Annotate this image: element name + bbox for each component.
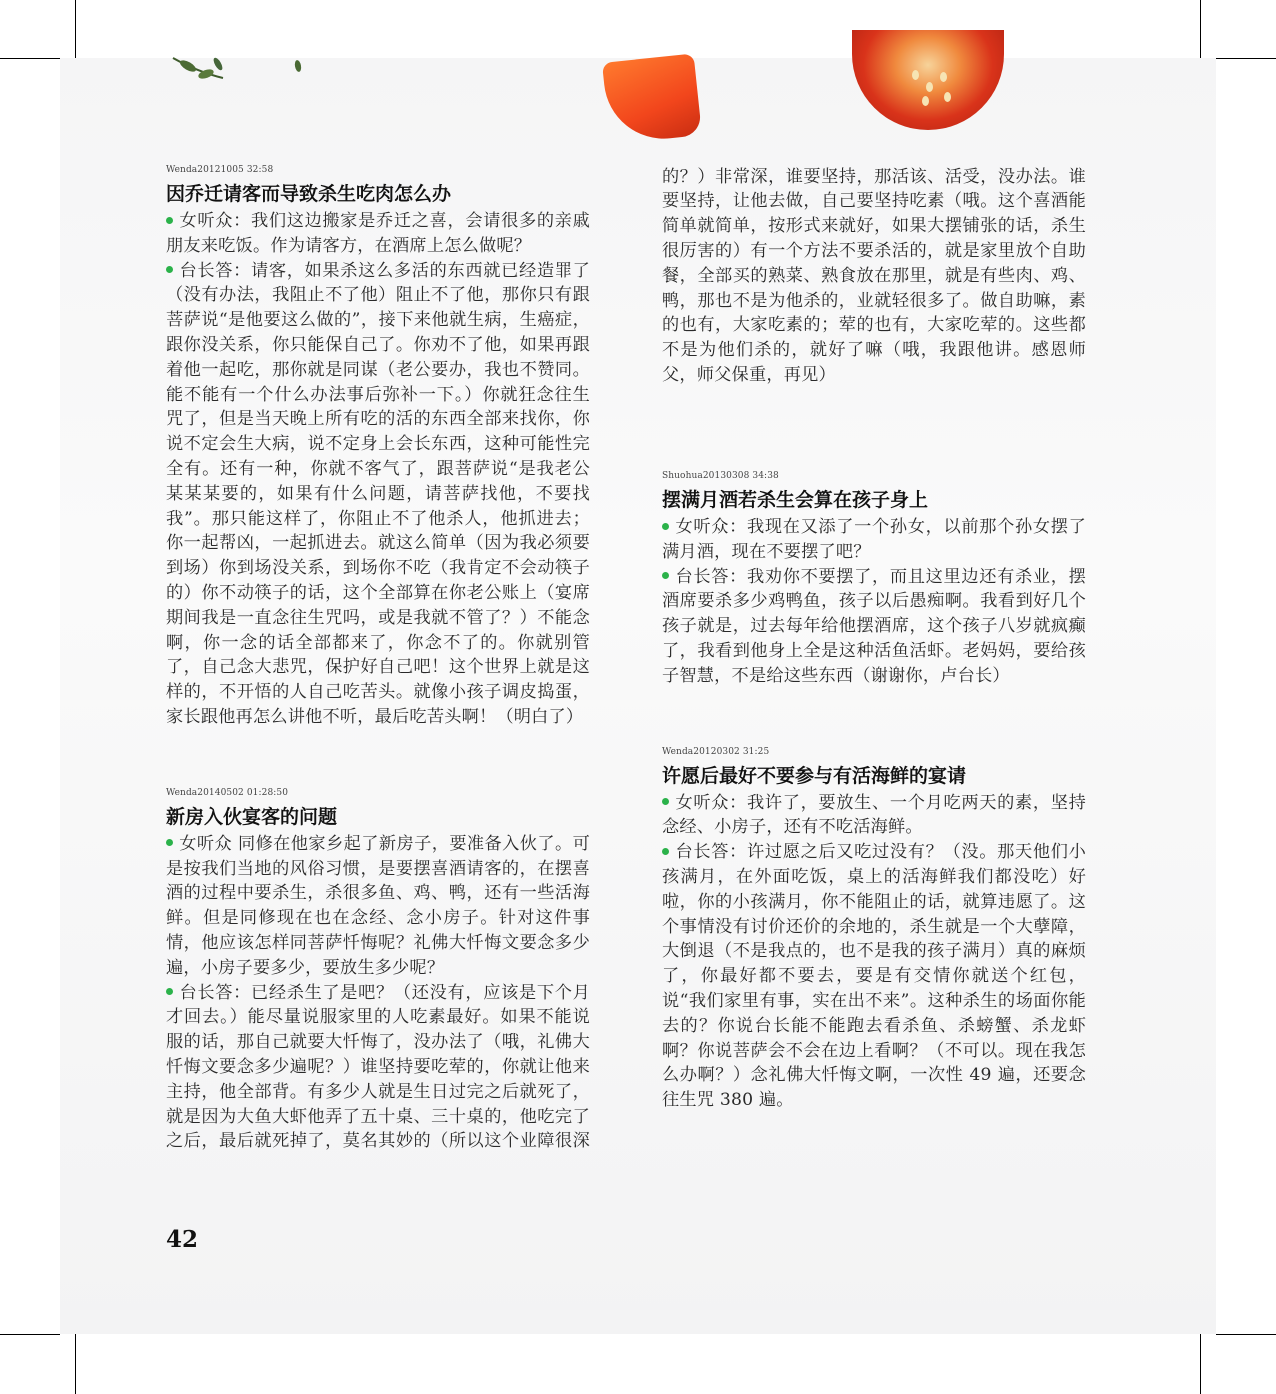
timestamp: Wenda20140502 01:28:50 [166, 787, 289, 798]
crop-mark [1200, 1334, 1201, 1394]
article-section [662, 747, 1086, 1113]
crop-mark [75, 1334, 76, 1394]
paragraph: 台长答：请客，如果杀这么多活的东西就已经造罪了（没有办法，我阻止不了他）阻止不了他，那你只有跟菩萨说“是他要这么做的”，接下来他就生病，生癌症，跟你没关系，你只能保自己了。你劝不了他，如果再跟着他一起吃，那你就是同谋（老公要办，我也不赞同。能不能有一个什么办法事后弥补一下。）你就狂念往生咒了，但是当天晚上所有吃的活的东西全部来找你，你说不定会生大病，说不定身上会长东西，这种可能性完全有。还有一种，你就不客气了，跟菩萨说“是我老公某某某要的，如果有什么问题，请菩萨找他，不要找我”。那只能这样了，你阻止不了他杀人，他抓进去；你一起帮凶，一起抓进去。就这么简单（因为我必须要到场）你到场没关系，到场你不吃（我肯定不会动筷子的）你不动筷子的话，这个全部算在你老公账上（宴席期间我是一直念往生咒吗，或是我就不管了？）不能念啊，你一念的话全部都来了，你念不了的。你就别管了，自己念大悲咒，保护好自己吧！这个世界上就是这样的，不开悟的人自己吃苦头。就像小孩子调皮捣蛋，家长跟他再怎么讲他不听，最后吃苦头啊！（明白了） [166, 260, 590, 727]
article-section [662, 471, 1086, 689]
green-bullet-icon [166, 217, 173, 224]
green-bullet-icon [166, 839, 173, 846]
green-bullet-icon [166, 988, 173, 995]
green-bullet-icon [662, 523, 669, 530]
paragraph: 女听众：我现在又添了一个孙女，以前那个孙女摆了满月酒，现在不要摆了吧？ [662, 517, 1086, 562]
paragraph-continuation [662, 165, 1086, 413]
crop-mark [0, 58, 60, 59]
crop-mark [1216, 1334, 1276, 1335]
article-section [166, 165, 590, 730]
green-bullet-icon [662, 798, 669, 805]
crop-mark [75, 0, 76, 58]
crop-mark [1216, 58, 1276, 59]
paragraph: 女听众 同修在他家乡起了新房子，要准备入伙了。可是按我们当地的风俗习惯，是要摆喜酒请客的，在摆喜酒的过程中要杀生，杀很多鱼、鸡、鸭，还有一些活海鲜。但是同修现在也在念经、念小房子。针对这件事情，他应该怎样同菩萨忏悔呢？礼佛大忏悔文要念多少遍，小房子要多少，要放生多少呢？ [166, 833, 590, 978]
paragraph-continuation-text: 的？）非常深，谁要坚持，那活该、活受，没办法。谁要坚持，让他去做，自己要坚持吃素（哦。这个喜酒能简单就简单，按形式来就好，如果大摆铺张的话，杀生很厉害的）有一个方法不要杀活的，就是家里放个自助餐，全部买的熟菜、熟食放在那里，就是有些肉、鸡、鸭，那也不是为他杀的，业就轻很多了。做自助嘛，素的也有，大家吃素的；荤的也有，大家吃荤的。这些都不是为他们杀的，就好了嘛（哦，我跟他讲。感恩师父，师父保重，再见） [662, 165, 1086, 388]
timestamp: Shuohua20130308 34:38 [662, 471, 779, 481]
green-bullet-icon [662, 572, 669, 579]
herb-sprig-illustration [168, 50, 318, 90]
paragraph-continued-in-right-column: 台长答：已经杀生了是吧？（还没有，应该是下个月才回去。）能尽量说服家里的人吃素最好。如果不能说服的话，那自己就要大忏悔了，没办法了（哦，礼佛大忏悔文要念多少遍呢？）谁坚持要吃荤的，你就让他来主持，他全部背。有多少人就是生日过完之后就死了，就是因为大鱼大虾他弄了五十桌、三十桌的，他吃完了之后，最后就死掉了，莫名其妙的（所以这个业障很深 [166, 982, 590, 1152]
right-column [662, 165, 1086, 1113]
article-section [166, 788, 590, 1155]
left-column [166, 165, 590, 1155]
paragraph: 女听众：我们这边搬家是乔迁之喜，会请很多的亲戚朋友来吃饭。作为请客方，在酒席上怎么做呢？ [166, 211, 590, 256]
article-title: 新房入伙宴客的问题 [166, 805, 338, 828]
crop-mark [1200, 0, 1201, 58]
article-title: 因乔迁请客而导致杀生吃肉怎么办 [166, 183, 452, 205]
crop-mark [0, 1334, 60, 1335]
article-title: 许愿后最好不要参与有活海鲜的宴请 [662, 764, 967, 787]
page-number: 42 [166, 1226, 199, 1253]
article-title: 摆满月酒若杀生会算在孩子身上 [662, 489, 929, 511]
timestamp: Wenda20121005 32:58 [166, 165, 274, 175]
paragraph: 女听众：我许了，要放生、一个月吃两天的素，坚持念经、小房子，还有不吃活海鲜。 [662, 792, 1086, 838]
paragraph: 台长答：许过愿之后又吃过没有？（没。那天他们小孩满月，在外面吃饭，桌上的活海鲜我们都没吃）好啦，你的小孩满月，你不能阻止的话，就算违愿了。这个事情没有讨价还价的余地的，杀生就是一个大孽障，大倒退（不是我点的，也不是我的孩子满月）真的麻烦了，你最好都不要去，要是有交情你就送个红包，说“我们家里有事，实在出不来”。这种杀生的场面你能去的？你说台长能不能跑去看杀鱼、杀螃蟹、杀龙虾啊？你说菩萨会不会在边上看啊？（不可以。现在我怎么办啊？）念礼佛大忏悔文啊，一次性 49 遍，还要念往生咒 380 遍。 [662, 842, 1086, 1111]
green-bullet-icon [662, 848, 669, 855]
paragraph: 台长答：我劝你不要摆了，而且这里边还有杀业，摆酒席要杀多少鸡鸭鱼，孩子以后愚痴啊。我看到好几个孩子就是，过去每年给他摆酒席，这个孩子八岁就疯癫了，我看到他身上全是这种活鱼活虾。老妈妈，要给孩子智慧，不是给这些东西（谢谢你，卢台长） [662, 566, 1086, 686]
green-bullet-icon [166, 266, 173, 273]
timestamp: Wenda20120302 31:25 [662, 746, 770, 757]
